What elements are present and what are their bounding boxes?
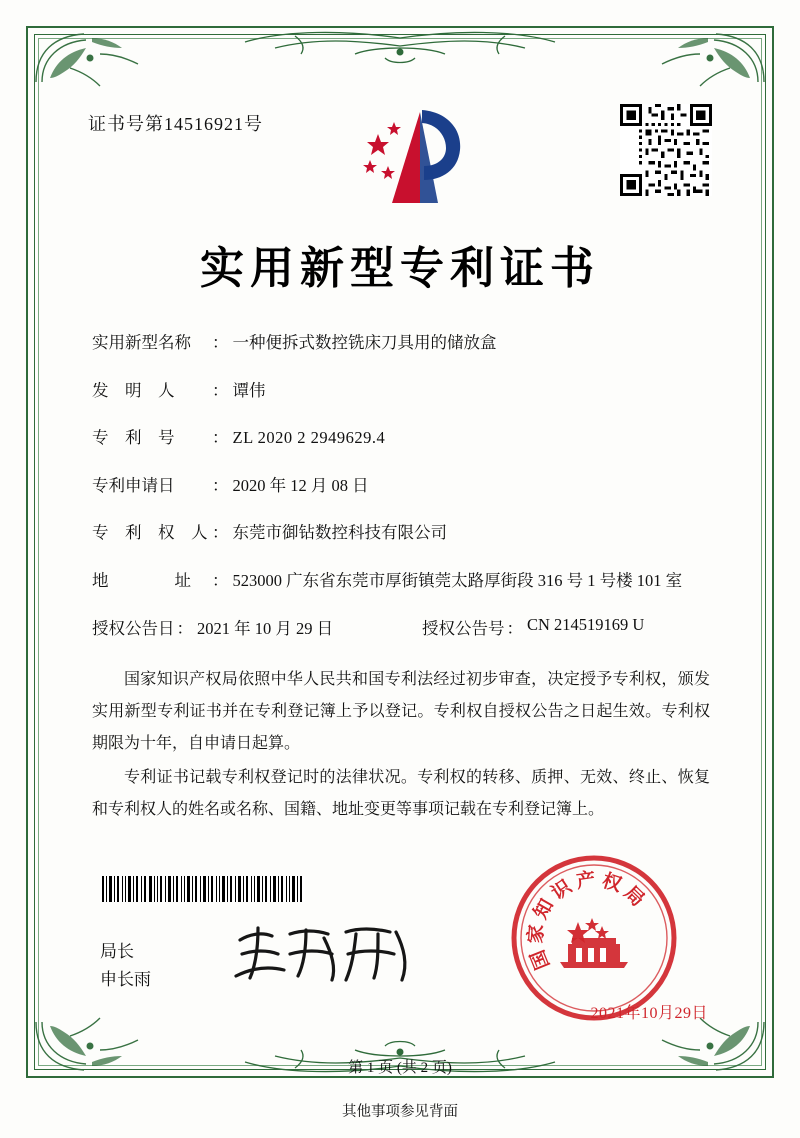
legal-paragraph: 国家知识产权局依照中华人民共和国专利法经过初步审查，决定授予专利权，颁发实用新型专利证书并在专利登记簿上予以登记。专利权自授权公告之日起生效。专利权期限为十年，自申请日起算。 [92,671,710,752]
svg-text:权: 权 [599,870,625,897]
grant-number-group [422,615,712,639]
field-label: 发 明 人 [92,380,175,400]
certificate-number: 证书号第14516921号 [88,114,263,134]
field-value-grant-number: CN 214519169 U [527,615,645,635]
field-value-address: 523000 广东省东莞市厚街镇莞太路厚街段 316 号 1 号楼 101 室 [232,570,683,590]
field-row [92,520,712,546]
svg-text:识: 识 [548,876,576,905]
barcode [100,876,305,902]
field-value-inventor: 谭伟 [232,380,266,400]
field-row [92,568,712,594]
field-colon: ： [212,380,229,400]
field-value-patentee: 东莞市御钻数控科技有限公司 [232,523,447,543]
legal-paragraph: 专利证书记载专利权登记时的法律状况。专利权的转移、质押、无效、终止、恢复和专利权人的姓名或名称、国籍、地址变更等事项记载在专利登记簿上。 [92,769,710,818]
legal-text [92,664,710,828]
field-row-grant-info [92,615,712,639]
official-seal [508,852,680,1024]
field-row [92,378,712,404]
field-colon: ： [212,475,229,495]
signature-block [100,938,151,994]
field-label: 授权公告号 [422,619,505,639]
field-colon: ： [212,570,229,590]
svg-text:局: 局 [619,882,649,911]
field-colon: ： [506,619,523,639]
page-number: 第 1 页 (共 2 页) [348,1060,452,1076]
field-row [92,425,712,451]
director-role-label: 局长 [100,942,134,961]
field-label: 授权公告日 [92,619,175,639]
svg-text:产: 产 [575,869,597,893]
top-edge-ornament-icon [235,28,565,70]
cnipa-logo-icon [352,104,467,209]
svg-text:家: 家 [525,923,548,945]
handwritten-signature [228,918,418,990]
footer-note: 其他事项参见背面 [342,1104,458,1120]
field-colon: ： [176,619,193,639]
field-colon: ： [212,333,229,352]
field-value-utility-model-name: 一种便拆式数控铣床刀具用的储放盒 [232,333,497,352]
field-value-grant-date: 2021 年 10 月 29 日 [197,619,334,639]
field-label: 实用新型名称 [92,333,191,352]
page-title: 实用新型专利证书 [200,243,600,294]
field-label: 专利申请日 [92,475,175,495]
svg-text:知: 知 [530,895,559,923]
field-list [92,330,712,659]
field-value-application-date: 2020 年 12 月 08 日 [232,475,369,495]
director-name-label: 申长雨 [100,970,151,990]
grant-date-group [92,615,422,639]
svg-text:国: 国 [527,946,554,973]
field-label: 地 址 [92,570,191,590]
field-value-patent-number: ZL 2020 2 2949629.4 [232,428,386,448]
field-colon: ： [212,428,229,448]
corner-ornament-icon [640,28,770,88]
field-colon: ： [212,523,229,543]
seal-date: 2021年10月29日 [590,1005,708,1022]
corner-ornament-icon [30,28,160,88]
field-label: 专 利 权 人 [92,523,208,543]
field-row [92,473,712,499]
field-label: 专 利 号 [92,428,175,448]
field-row [92,330,712,356]
qr-code [620,104,712,196]
